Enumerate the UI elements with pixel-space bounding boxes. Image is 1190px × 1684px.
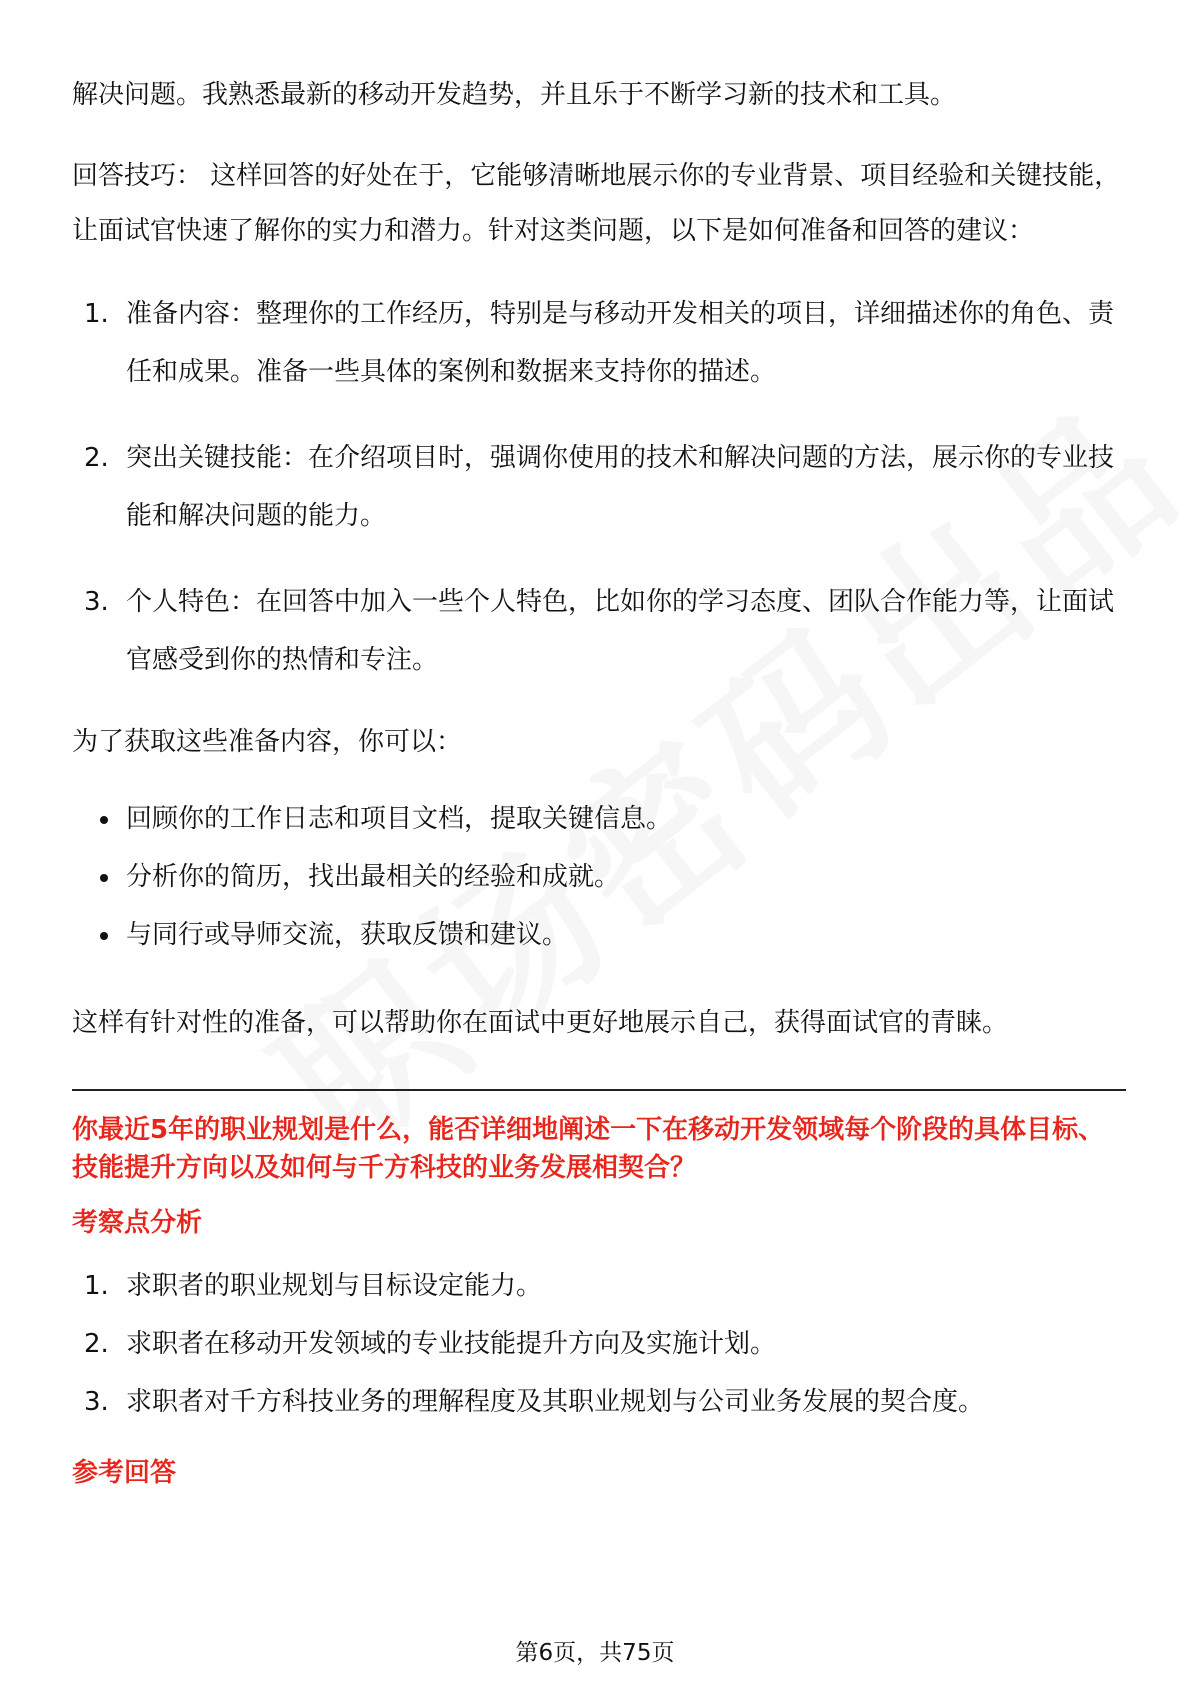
bullet-list bbox=[72, 790, 1126, 964]
list-item bbox=[72, 906, 1126, 964]
bullet-icon bbox=[100, 874, 108, 882]
closing-paragraph: 这样有针对性的准备，可以帮助你在面试中更好地展示自己，获得面试官的青睐。 bbox=[72, 1008, 1009, 1038]
list-item-text: 准备内容：整理你的工作经历，特别是与移动开发相关的项目，详细描述你的角色、责任和成果。准备一些具体的案例和数据来支持你的描述。 bbox=[126, 299, 1115, 387]
list-item-text: 求职者的职业规划与目标设定能力。 bbox=[126, 1271, 543, 1301]
page-footer: 第6页，共75页 bbox=[515, 1640, 675, 1666]
list-item bbox=[72, 285, 1126, 401]
analysis-heading: 考察点分析 bbox=[72, 1208, 203, 1238]
bullet-icon bbox=[100, 816, 108, 824]
list-number: 3. bbox=[84, 587, 109, 617]
list-item-text: 求职者对千方科技业务的理解程度及其职业规划与公司业务发展的契合度。 bbox=[126, 1387, 985, 1417]
list-item bbox=[72, 1315, 1126, 1373]
list-item-text: 求职者在移动开发领域的专业技能提升方向及实施计划。 bbox=[126, 1329, 777, 1359]
list-item-text: 突出关键技能：在介绍项目时，强调你使用的技术和解决问题的方法，展示你的专业技能和解决问题的能力。 bbox=[126, 443, 1115, 531]
bullet-icon bbox=[100, 932, 108, 940]
question-heading: 你最近5年的职业规划是什么，能否详细地阐述一下在移动开发领域每个阶段的具体目标、技能提升方向以及如何与千方科技的业务发展相契合？ bbox=[72, 1115, 1105, 1183]
list-item-text: 回顾你的工作日志和项目文档，提取关键信息。 bbox=[126, 804, 673, 834]
list-item bbox=[72, 1373, 1126, 1431]
list-item bbox=[72, 790, 1126, 848]
list-number: 3. bbox=[84, 1387, 109, 1417]
list-number: 2. bbox=[84, 443, 109, 473]
list-item bbox=[72, 848, 1126, 906]
section-divider bbox=[72, 1089, 1126, 1091]
prepare-intro: 为了获取这些准备内容，你可以： bbox=[72, 727, 463, 757]
list-number: 1. bbox=[84, 1271, 109, 1301]
document-page bbox=[72, 68, 1126, 1493]
list-number: 1. bbox=[84, 299, 109, 329]
advice-list bbox=[72, 285, 1126, 689]
list-item bbox=[72, 429, 1126, 545]
top-paragraph: 解决问题。我熟悉最新的移动开发趋势，并且乐于不断学习新的技术和工具。 bbox=[72, 80, 957, 110]
list-item-text: 分析你的简历，找出最相关的经验和成就。 bbox=[126, 862, 621, 892]
list-item-text: 个人特色：在回答中加入一些个人特色，比如你的学习态度、团队合作能力等，让面试官感受到你的热情和专注。 bbox=[126, 587, 1115, 675]
tip-paragraph: 回答技巧： 这样回答的好处在于，它能够清晰地展示你的专业背景、项目经验和关键技能，让面试官快速了解你的实力和潜力。针对这类问题，以下是如何准备和回答的建议： bbox=[72, 161, 1121, 246]
list-item bbox=[72, 573, 1126, 689]
list-item bbox=[72, 1257, 1126, 1315]
list-number: 2. bbox=[84, 1329, 109, 1359]
reference-heading: 参考回答 bbox=[72, 1458, 177, 1488]
list-item-text: 与同行或导师交流，获取反馈和建议。 bbox=[126, 920, 569, 950]
analysis-list bbox=[72, 1257, 1126, 1431]
